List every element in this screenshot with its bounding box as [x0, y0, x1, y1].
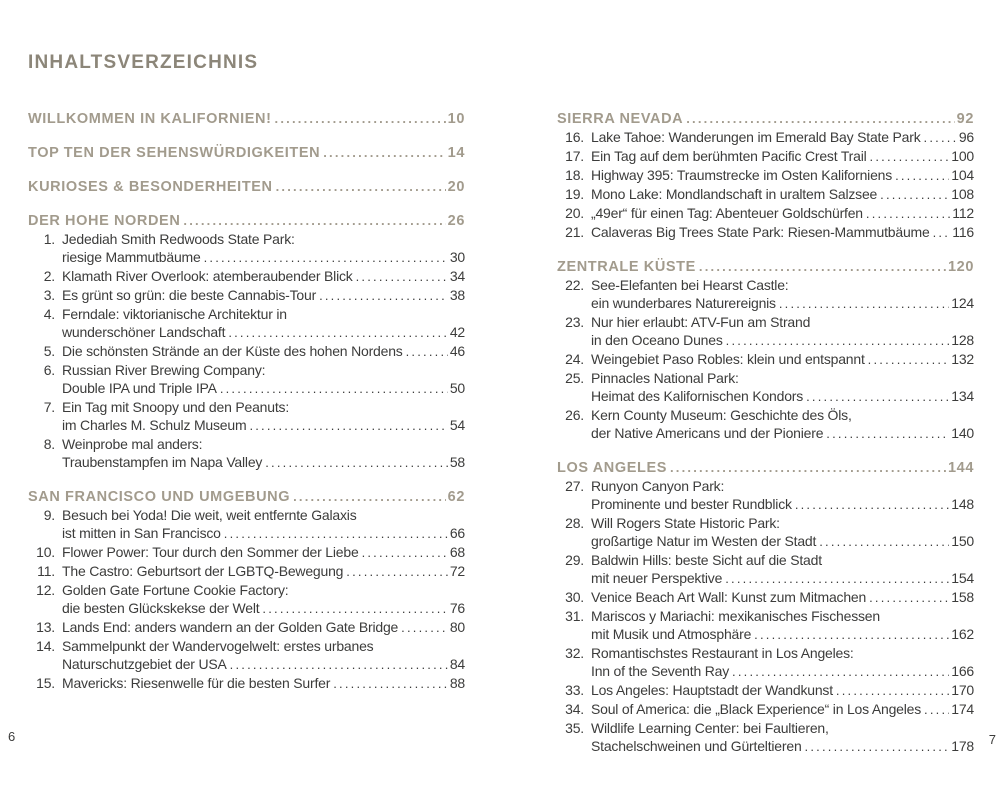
- toc-entry-number: 15.: [36, 675, 55, 691]
- toc-entry-line: [28, 543, 465, 562]
- toc-entry-number: 17.: [565, 148, 584, 164]
- dot-leader: [779, 294, 949, 313]
- toc-column-right: [557, 110, 974, 756]
- toc-section-title: SIERRA NEVADA: [557, 111, 684, 127]
- toc-entry-number: 22.: [565, 277, 584, 293]
- toc-entry-text: „49er“ für einen Tag: Abenteuer Goldschürfen: [591, 205, 863, 221]
- dot-leader: [333, 674, 448, 693]
- dot-leader: [346, 562, 448, 581]
- toc-entry-number: 3.: [43, 287, 55, 303]
- toc-entry: [557, 406, 974, 443]
- toc-entry: [28, 398, 465, 435]
- toc-section-title: SAN FRANCISCO UND UMGEBUNG: [28, 489, 291, 505]
- toc-entry-line: [557, 625, 974, 644]
- toc-entry-text: The Castro: Geburtsort der LGBTQ-Bewegung: [62, 563, 344, 579]
- page-title: INHALTSVERZEICHNIS: [28, 52, 259, 73]
- toc-section: [28, 488, 465, 693]
- dot-leader: [319, 286, 448, 305]
- toc-entry-page: 148: [951, 496, 974, 512]
- toc-entry: [28, 305, 465, 342]
- dot-leader: [880, 185, 949, 204]
- toc-section-title: TOP TEN DER SEHENSWÜRDIGKEITEN: [28, 145, 321, 161]
- toc-entry-page: 132: [951, 351, 974, 367]
- toc-entry-page: 140: [951, 425, 974, 441]
- toc-section-title: DER HOHE NORDEN: [28, 213, 181, 229]
- toc-entry: [28, 674, 465, 693]
- toc-section: [28, 212, 465, 472]
- dot-leader: [204, 248, 448, 267]
- toc-entry-text: Kern County Museum: Geschichte des Öls,: [591, 407, 852, 423]
- toc-entry-number: 7.: [43, 399, 55, 415]
- dot-leader: [732, 662, 949, 681]
- toc-entry-page: 42: [449, 324, 465, 340]
- toc-entry-text: Highway 395: Traumstrecke im Osten Kaliforniens: [591, 167, 893, 183]
- toc-section-page: 10: [447, 111, 465, 127]
- toc-entry-page: 46: [449, 343, 465, 359]
- toc-entry-line: [557, 166, 974, 185]
- toc-entry-number: 31.: [565, 608, 584, 624]
- toc-entry-text: Mariscos y Mariachi: mexikanisches Fischessen: [591, 608, 880, 624]
- toc-entry-text: wunderschöner Landschaft: [62, 324, 226, 340]
- toc-entry-text: Sammelpunkt der Wandervogelwelt: erstes urbanes: [62, 638, 374, 654]
- toc-entry-line: [557, 495, 974, 514]
- toc-entry-line: [557, 350, 974, 369]
- toc-entry-page: 66: [449, 525, 465, 541]
- toc-entry-line: [28, 435, 465, 453]
- dot-leader: [836, 681, 949, 700]
- toc-section-heading: [557, 258, 974, 276]
- toc-entry-page: 68: [449, 544, 465, 560]
- toc-entry-number: 16.: [565, 129, 584, 145]
- toc-entry-text: Venice Beach Art Wall: Kunst zum Mitmachen: [591, 589, 867, 605]
- toc-entry-line: [557, 204, 974, 223]
- toc-section: [557, 258, 974, 443]
- toc-entry-line: [28, 453, 465, 472]
- toc-section-page: 20: [447, 179, 465, 195]
- toc-entry-page: 128: [951, 332, 974, 348]
- toc-entry-text: Russian River Brewing Company:: [62, 362, 266, 378]
- toc-entry-number: 8.: [43, 436, 55, 452]
- toc-entry-line: [557, 294, 974, 313]
- dot-leader: [406, 342, 448, 361]
- toc-entry-line: [557, 514, 974, 532]
- toc-entry-line: [557, 387, 974, 406]
- toc-entry-line: [557, 644, 974, 662]
- dot-leader: [866, 204, 950, 223]
- toc-entry-text: Stachelschweinen und Gürteltieren: [591, 738, 802, 754]
- dot-leader: [262, 599, 447, 618]
- toc-entry-line: [557, 406, 974, 424]
- toc-entry: [28, 286, 465, 305]
- toc-entry-text: Mavericks: Riesenwelle für die besten Surfer: [62, 675, 331, 691]
- dot-leader: [670, 459, 946, 477]
- toc-section-title: LOS ANGELES: [557, 460, 667, 476]
- toc-entry-number: 12.: [36, 582, 55, 598]
- toc-entry-text: der Native Americans und der Pioniere: [591, 425, 824, 441]
- toc-entry-text: Los Angeles: Hauptstadt der Wandkunst: [591, 682, 833, 698]
- toc-entry: [557, 514, 974, 551]
- toc-entry-number: 10.: [36, 544, 55, 560]
- toc-entry: [28, 267, 465, 286]
- toc-entry: [557, 350, 974, 369]
- toc-section-heading: [28, 178, 465, 196]
- toc-section: [28, 110, 465, 128]
- toc-entry-text: in den Oceano Dunes: [591, 332, 723, 348]
- toc-entry: [28, 562, 465, 581]
- toc-entry-line: [557, 551, 974, 569]
- toc-entry-text: Nur hier erlaubt: ATV-Fun am Strand: [591, 314, 811, 330]
- dot-leader: [356, 267, 448, 286]
- toc-entry-line: [28, 599, 465, 618]
- toc-entry-line: [28, 342, 465, 361]
- toc-entry: [557, 607, 974, 644]
- toc-entry-page: 84: [449, 656, 465, 672]
- dot-leader: [754, 625, 949, 644]
- toc-entry-text: Die schönsten Strände an der Küste des hohen Nordens: [62, 343, 403, 359]
- toc-entry-line: [557, 128, 974, 147]
- toc-entry: [557, 588, 974, 607]
- dot-leader: [895, 166, 949, 185]
- toc-entry-page: 178: [951, 738, 974, 754]
- dot-leader: [228, 323, 448, 342]
- toc-entry-page: 58: [449, 454, 465, 470]
- toc-entry-page: 154: [951, 570, 974, 586]
- toc-entry-page: 34: [449, 268, 465, 284]
- toc-entry-number: 32.: [565, 645, 584, 661]
- toc-entry-number: 23.: [565, 314, 584, 330]
- toc-entry-page: 158: [951, 589, 974, 605]
- toc-entry: [557, 185, 974, 204]
- toc-entry-page: 30: [449, 249, 465, 265]
- toc-entry: [557, 166, 974, 185]
- toc-entry-page: 76: [449, 600, 465, 616]
- toc-entry-number: 21.: [565, 224, 584, 240]
- toc-entry: [28, 618, 465, 637]
- dot-leader: [806, 387, 949, 406]
- toc-entry-number: 13.: [36, 619, 55, 635]
- toc-entry-line: [28, 637, 465, 655]
- dot-leader: [249, 416, 447, 435]
- toc-entry-text: Prominente und bester Rundblick: [591, 496, 792, 512]
- toc-entry-text: Jedediah Smith Redwoods State Park:: [62, 231, 295, 247]
- toc-entry-number: 20.: [565, 205, 584, 221]
- toc-entry-line: [28, 581, 465, 599]
- toc-entry-page: 170: [951, 682, 974, 698]
- toc-section: [557, 110, 974, 242]
- toc-entry-number: 26.: [565, 407, 584, 423]
- toc-entry: [557, 551, 974, 588]
- dot-leader: [275, 110, 446, 128]
- toc-entry-number: 34.: [565, 701, 584, 717]
- toc-section-heading: [557, 459, 974, 477]
- toc-section-page: 26: [447, 213, 465, 229]
- toc-entry-line: [28, 506, 465, 524]
- dot-leader: [726, 331, 950, 350]
- toc-entry-number: 2.: [43, 268, 55, 284]
- toc-entry-number: 24.: [565, 351, 584, 367]
- toc-entry: [28, 435, 465, 472]
- toc-entry-page: 96: [958, 129, 974, 145]
- toc-entry-line: [557, 331, 974, 350]
- toc-entry: [28, 543, 465, 562]
- toc-entry: [557, 681, 974, 700]
- toc-entry-number: 25.: [565, 370, 584, 386]
- toc-entry-line: [557, 223, 974, 242]
- toc-entry-text: ein wunderbares Naturereignis: [591, 295, 776, 311]
- toc-section-page: 92: [956, 111, 974, 127]
- toc-entry-line: [28, 267, 465, 286]
- toc-section: [28, 144, 465, 162]
- toc-entry-line: [28, 361, 465, 379]
- dot-leader: [699, 258, 946, 276]
- page-number-right: 7: [988, 732, 996, 747]
- toc-entry-line: [557, 313, 974, 331]
- toc-entry-line: [28, 655, 465, 674]
- toc-entry-line: [557, 569, 974, 588]
- toc-entry-line: [28, 305, 465, 323]
- toc-section-page: 120: [948, 259, 974, 275]
- page-number-left: 6: [8, 729, 16, 744]
- toc-entry-number: 14.: [36, 638, 55, 654]
- toc-entry: [28, 581, 465, 618]
- toc-entry: [557, 477, 974, 514]
- toc-entry-line: [557, 424, 974, 443]
- toc-entry-text: mit Musik und Atmosphäre: [591, 626, 752, 642]
- toc-entry-page: 112: [952, 205, 974, 221]
- toc-section-heading: [28, 488, 465, 506]
- toc-entry-line: [28, 524, 465, 543]
- toc-entry-text: Mono Lake: Mondlandschaft in uraltem Salzsee: [591, 186, 878, 202]
- dot-leader: [869, 588, 949, 607]
- toc-entry-text: die besten Glückskekse der Welt: [62, 600, 260, 616]
- toc-entry-line: [28, 618, 465, 637]
- toc-entry: [557, 313, 974, 350]
- toc-section-heading: [557, 110, 974, 128]
- dot-leader: [819, 532, 949, 551]
- toc-entry-text: Naturschutzgebiet der USA: [62, 656, 227, 672]
- toc-entry-line: [28, 562, 465, 581]
- toc-entry-text: mit neuer Perspektive: [591, 570, 723, 586]
- toc-entry-number: 1.: [43, 231, 55, 247]
- toc-entry-line: [28, 286, 465, 305]
- toc-entry-line: [28, 379, 465, 398]
- toc-section: [28, 178, 465, 196]
- toc-entry: [557, 276, 974, 313]
- toc-entry-line: [557, 588, 974, 607]
- toc-entry-number: 35.: [565, 720, 584, 736]
- toc-entry: [557, 719, 974, 756]
- dot-leader: [401, 618, 448, 637]
- toc-section: [557, 459, 974, 756]
- toc-entry-page: 88: [449, 675, 465, 691]
- toc-entry-text: Heimat des Kalifornischen Kondors: [591, 388, 804, 404]
- toc-entry: [28, 506, 465, 543]
- toc-entry-page: 38: [449, 287, 465, 303]
- toc-entry-line: [557, 681, 974, 700]
- toc-entry-text: Klamath River Overlook: atemberaubender Blick: [62, 268, 353, 284]
- dot-leader: [230, 655, 448, 674]
- toc-section-heading: [28, 212, 465, 230]
- toc-entry-text: Traubenstampfen im Napa Valley: [62, 454, 263, 470]
- toc-section-title: WILLKOMMEN IN KALIFORNIEN!: [28, 111, 272, 127]
- toc-entry-line: [557, 369, 974, 387]
- toc-entry-text: Inn of the Seventh Ray: [591, 663, 730, 679]
- toc-entry-page: 134: [951, 388, 974, 404]
- toc-entry: [557, 700, 974, 719]
- toc-entry-text: Besuch bei Yoda! Die weit, weit entfernte Galaxis: [62, 507, 357, 523]
- toc-entry-page: 104: [951, 167, 974, 183]
- toc-entry-line: [557, 276, 974, 294]
- toc-entry-number: 4.: [43, 306, 55, 322]
- toc-entry-text: Wildlife Learning Center: bei Faultieren,: [591, 720, 829, 736]
- toc-entry-line: [557, 532, 974, 551]
- toc-entry-number: 27.: [565, 478, 584, 494]
- toc-entry-line: [28, 398, 465, 416]
- dot-leader: [686, 110, 954, 128]
- dot-leader: [924, 700, 949, 719]
- toc-entry-number: 18.: [565, 167, 584, 183]
- dot-leader: [276, 178, 446, 196]
- toc-column-left: [28, 110, 465, 693]
- toc-entry-line: [557, 147, 974, 166]
- toc-entry-text: Es grünt so grün: die beste Cannabis-Tour: [62, 287, 317, 303]
- toc-entry-page: 50: [449, 380, 465, 396]
- toc-entry-text: Baldwin Hills: beste Sicht auf die Stadt: [591, 552, 822, 568]
- toc-entry-line: [557, 607, 974, 625]
- toc-entry-text: großartige Natur im Westen der Stadt: [591, 533, 817, 549]
- toc-entry: [28, 342, 465, 361]
- toc-entry-page: 80: [449, 619, 465, 635]
- toc-entry: [557, 644, 974, 681]
- toc-entry: [557, 147, 974, 166]
- toc-entry-line: [557, 719, 974, 737]
- toc-section-heading: [28, 110, 465, 128]
- dot-leader: [183, 212, 445, 230]
- toc-entry-text: Double IPA und Triple IPA: [62, 380, 217, 396]
- toc-entry-line: [557, 185, 974, 204]
- toc-entry-page: 54: [449, 417, 465, 433]
- dot-leader: [265, 453, 448, 472]
- toc-entry-page: 72: [449, 563, 465, 579]
- toc-entry-text: Ferndale: viktorianische Architektur in: [62, 306, 287, 322]
- toc-entry-line: [557, 737, 974, 756]
- dot-leader: [362, 543, 448, 562]
- toc-entry-page: 124: [951, 295, 974, 311]
- toc-entry-line: [557, 477, 974, 495]
- dot-leader: [870, 147, 950, 166]
- dot-leader: [805, 737, 950, 756]
- dot-leader: [323, 144, 445, 162]
- toc-entry-text: riesige Mammutbäume: [62, 249, 201, 265]
- toc-entry: [28, 361, 465, 398]
- toc-entry-page: 116: [952, 224, 974, 240]
- toc-entry-text: Ein Tag auf dem berühmten Pacific Crest Trail: [591, 148, 867, 164]
- toc-entry-text: Flower Power: Tour durch den Sommer der Liebe: [62, 544, 359, 560]
- toc-entry-page: 162: [951, 626, 974, 642]
- toc-entry-text: Weingebiet Paso Robles: klein und entspannt: [591, 351, 865, 367]
- dot-leader: [868, 350, 950, 369]
- toc-entry-line: [557, 662, 974, 681]
- dot-leader: [725, 569, 949, 588]
- toc-section-title: KURIOSES & BESONDERHEITEN: [28, 179, 273, 195]
- dot-leader: [293, 488, 446, 506]
- toc-entry-number: 9.: [43, 507, 55, 523]
- toc-entry-number: 6.: [43, 362, 55, 378]
- toc-entry-page: 174: [951, 701, 974, 717]
- toc-entry: [28, 230, 465, 267]
- toc-section-page: 144: [948, 460, 974, 476]
- toc-entry-text: Weinprobe mal anders:: [62, 436, 203, 452]
- toc-entry-number: 33.: [565, 682, 584, 698]
- dot-leader: [826, 424, 949, 443]
- toc-entry-text: Romantischstes Restaurant in Los Angeles:: [591, 645, 854, 661]
- toc-entry-number: 30.: [565, 589, 584, 605]
- toc-section-page: 14: [447, 145, 465, 161]
- toc-entry-text: Runyon Canyon Park:: [591, 478, 725, 494]
- toc-entry-number: 11.: [37, 563, 55, 579]
- toc-entry-text: Golden Gate Fortune Cookie Factory:: [62, 582, 289, 598]
- toc-entry: [28, 637, 465, 674]
- toc-entry-number: 29.: [565, 552, 584, 568]
- dot-leader: [924, 128, 957, 147]
- toc-entry-line: [28, 674, 465, 693]
- dot-leader: [795, 495, 949, 514]
- toc-entry-number: 19.: [565, 186, 584, 202]
- toc-entry-text: im Charles M. Schulz Museum: [62, 417, 247, 433]
- toc-section-heading: [28, 144, 465, 162]
- toc-entry-text: Ein Tag mit Snoopy und den Peanuts:: [62, 399, 290, 415]
- toc-entry-page: 100: [951, 148, 974, 164]
- toc-entry-number: 5.: [43, 343, 55, 359]
- dot-leader: [220, 379, 448, 398]
- toc-entry: [557, 369, 974, 406]
- toc-entry: [557, 128, 974, 147]
- dot-leader: [933, 223, 951, 242]
- toc-entry: [557, 204, 974, 223]
- toc-section-page: 62: [447, 489, 465, 505]
- toc-entry: [557, 223, 974, 242]
- toc-entry-text: Lands End: anders wandern an der Golden Gate Bridge: [62, 619, 399, 635]
- toc-entry-text: Calaveras Big Trees State Park: Riesen-Mammutbäume: [591, 224, 930, 240]
- toc-entry-line: [28, 248, 465, 267]
- toc-entry-line: [28, 323, 465, 342]
- toc-entry-page: 150: [951, 533, 974, 549]
- toc-entry-text: Lake Tahoe: Wanderungen im Emerald Bay State Park: [591, 129, 921, 145]
- toc-entry-text: ist mitten in San Francisco: [62, 525, 221, 541]
- dot-leader: [224, 524, 448, 543]
- toc-entry-text: Pinnacles National Park:: [591, 370, 739, 386]
- toc-entry-text: Will Rogers State Historic Park:: [591, 515, 780, 531]
- toc-entry-line: [28, 416, 465, 435]
- toc-entry-text: See-Elefanten bei Hearst Castle:: [591, 277, 789, 293]
- toc-section-title: ZENTRALE KÜSTE: [557, 259, 696, 275]
- toc-entry-page: 108: [951, 186, 974, 202]
- toc-entry-page: 166: [951, 663, 974, 679]
- toc-entry-text: Soul of America: die „Black Experience“ in Los Angeles: [591, 701, 922, 717]
- toc-entry-line: [28, 230, 465, 248]
- toc-entry-line: [557, 700, 974, 719]
- toc-entry-number: 28.: [565, 515, 584, 531]
